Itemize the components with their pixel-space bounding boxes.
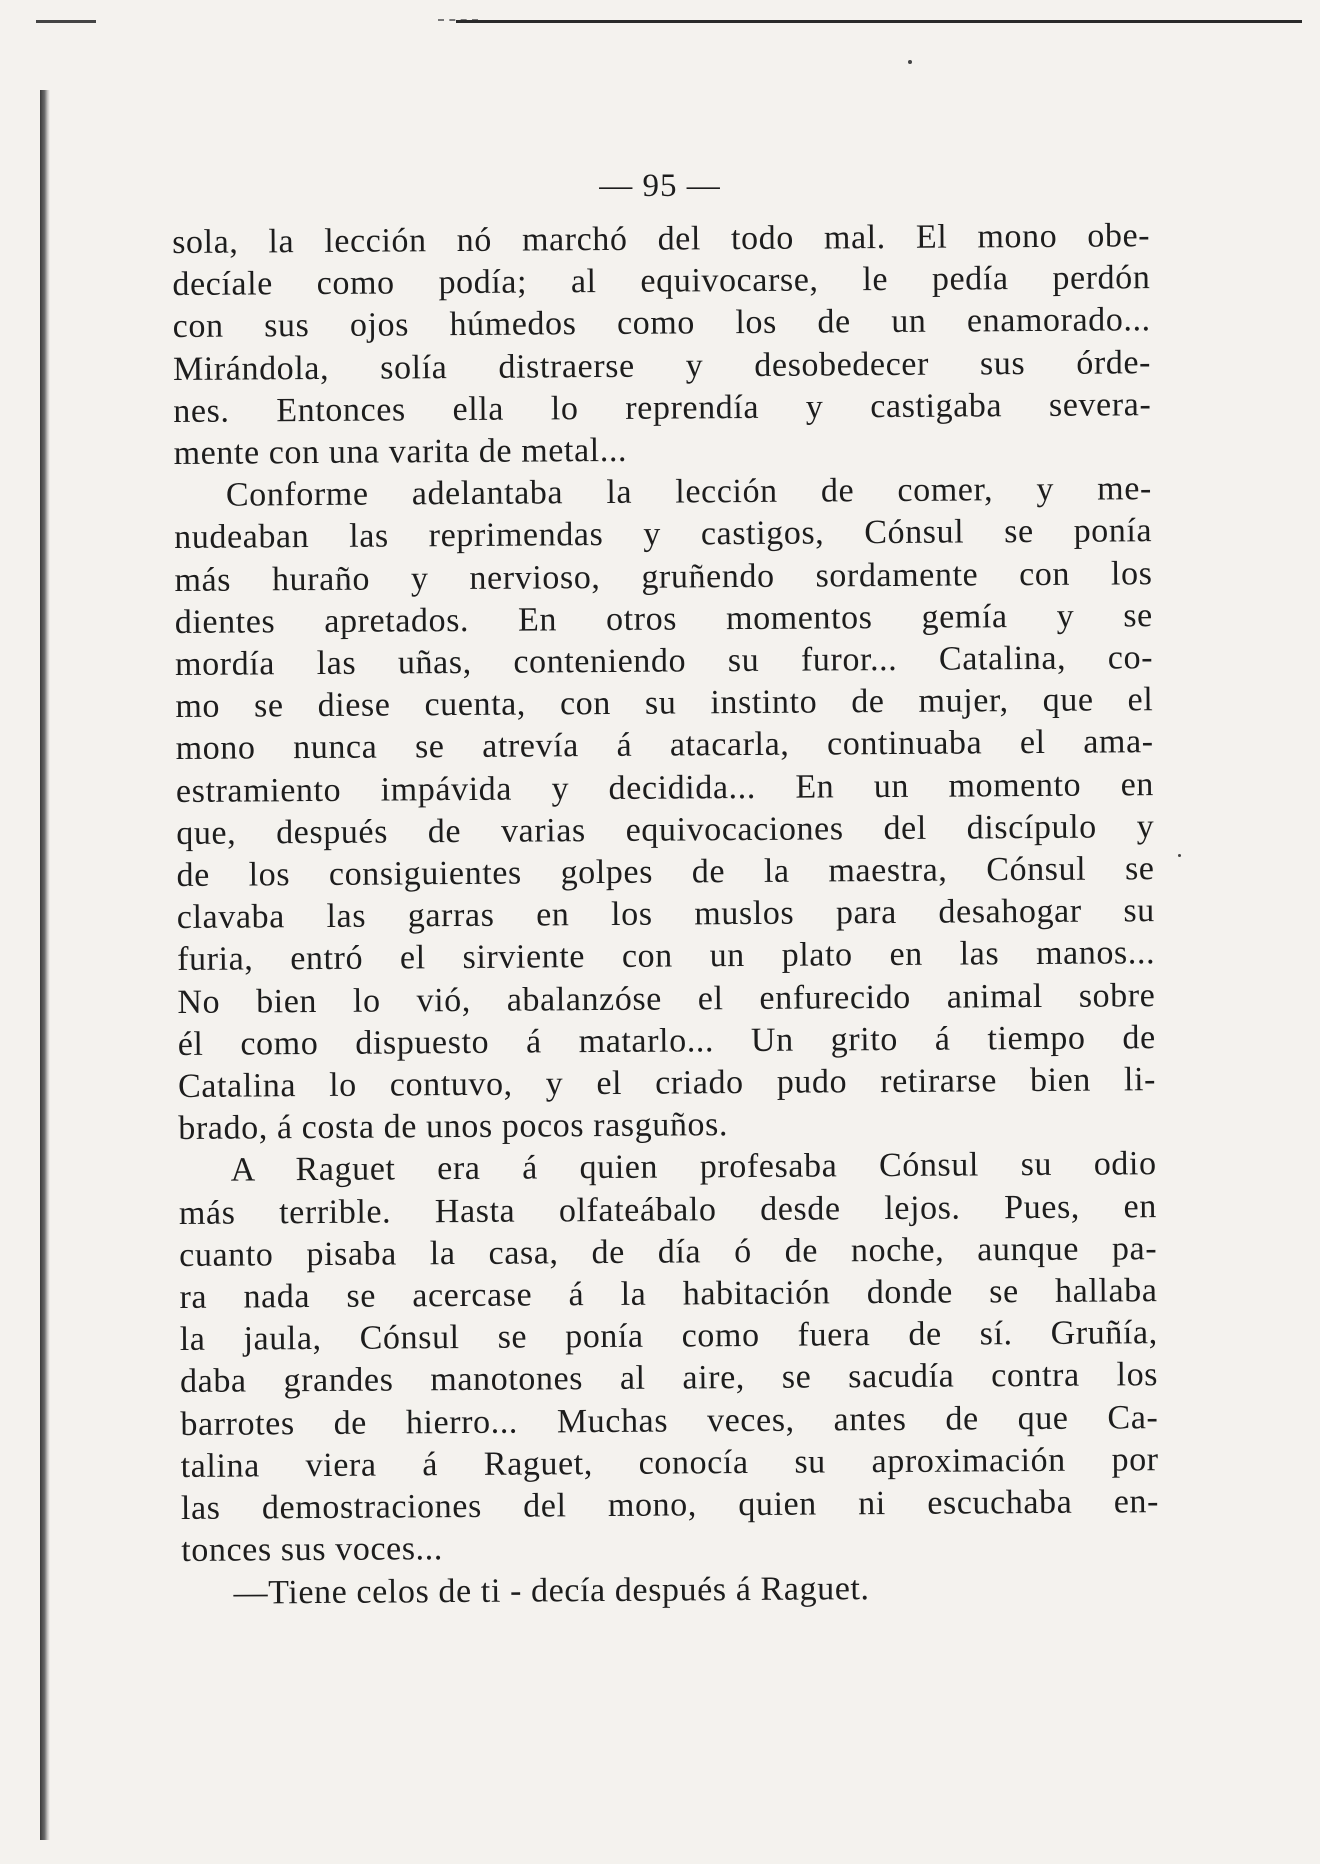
- text-line: cuanto pisaba la casa, de día ó de noche, aunque pa-: [179, 1230, 1158, 1274]
- text-line: nes. Entonces ella lo reprendía y castigaba severa-: [173, 385, 1152, 430]
- text-line: dientes apretados. En otros momentos gemía y se: [174, 596, 1153, 641]
- text-line: clavaba las garras en los muslos para desahogar su: [176, 892, 1155, 937]
- text-line: brado, á costa de unos pocos rasguños.: [178, 1106, 729, 1148]
- text-line: tonces sus voces...: [181, 1530, 444, 1570]
- text-line: —Tiene celos de ti - decía después á Raguet.: [233, 1569, 870, 1612]
- binding-shadow: [40, 90, 50, 1840]
- page-number: — 95 —: [599, 168, 721, 204]
- text-line: que, después de varias equivocaciones del discípulo y: [176, 808, 1155, 852]
- text-line: mo se diese cuenta, con su instinto de mujer, que el: [175, 681, 1154, 726]
- text-line: ra nada se acercase á la habitación donde se hallaba: [179, 1272, 1158, 1317]
- text-line: mono nunca se atrevía á atacarla, continuaba el ama-: [175, 723, 1154, 768]
- text-line: con sus ojos húmedos como los de un enamorado...: [172, 301, 1151, 346]
- text-line: la jaula, Cónsul se ponía como fuera de sí. Gruñía,: [179, 1314, 1158, 1359]
- text-line: daba grandes manotones al aire, se sacudía contra los: [179, 1356, 1159, 1401]
- text-line: barrotes de hierro... Muchas veces, antes de que Ca-: [180, 1398, 1159, 1443]
- text-line: mente con una varita de metal...: [173, 431, 628, 473]
- text-line: No bien lo vió, abalanzóse el enfurecido animal sobre: [177, 976, 1156, 1021]
- text-line: Catalina lo contuvo, y el criado pudo retirarse bien li-: [177, 1061, 1157, 1106]
- text-line: Conforme adelantaba la lección de comer, y me-: [225, 470, 1153, 514]
- text-line: decíale como podía; al equivocarse, le pedía perdón: [172, 259, 1151, 304]
- corner-ink-mark: [36, 20, 96, 23]
- text-line: nudeaban las reprimendas y castigos, Cónsul se ponía: [174, 512, 1153, 557]
- text-line: furia, entró el sirviente con un plato en las manos...: [177, 934, 1156, 979]
- text-line: de los consiguientes golpes de la maestra, Cónsul se: [176, 850, 1155, 895]
- text-line: mordía las uñas, conteniendo su furor... Catalina, co-: [174, 639, 1154, 684]
- text-line: A Raguet era á quien profesaba Cónsul su odio: [230, 1145, 1157, 1190]
- text-line: él como dispuesto á matarlo... Un grito á tiempo de: [177, 1019, 1156, 1063]
- ink-speck: [1178, 854, 1181, 857]
- ink-speck: [908, 60, 912, 64]
- text-line: talina viera á Raguet, conocía su aproximación por: [180, 1441, 1159, 1485]
- body-text: [172, 215, 1160, 1614]
- header-rule: [456, 20, 1302, 23]
- text-line: Mirándola, solía distraerse y desobedecer sus órde-: [172, 343, 1152, 388]
- text-line: las demostraciones del mono, quien ni escuchaba en-: [180, 1483, 1160, 1528]
- text-line: más terrible. Hasta olfateábalo desde lejos. Pues, en: [178, 1187, 1158, 1232]
- text-line: sola, la lección nó marchó del todo mal. El mono obe-: [172, 217, 1151, 261]
- text-line: estramiento impávida y decidida... En un momento en: [175, 765, 1155, 810]
- text-line: más huraño y nervioso, gruñendo sordamente con los: [174, 554, 1153, 599]
